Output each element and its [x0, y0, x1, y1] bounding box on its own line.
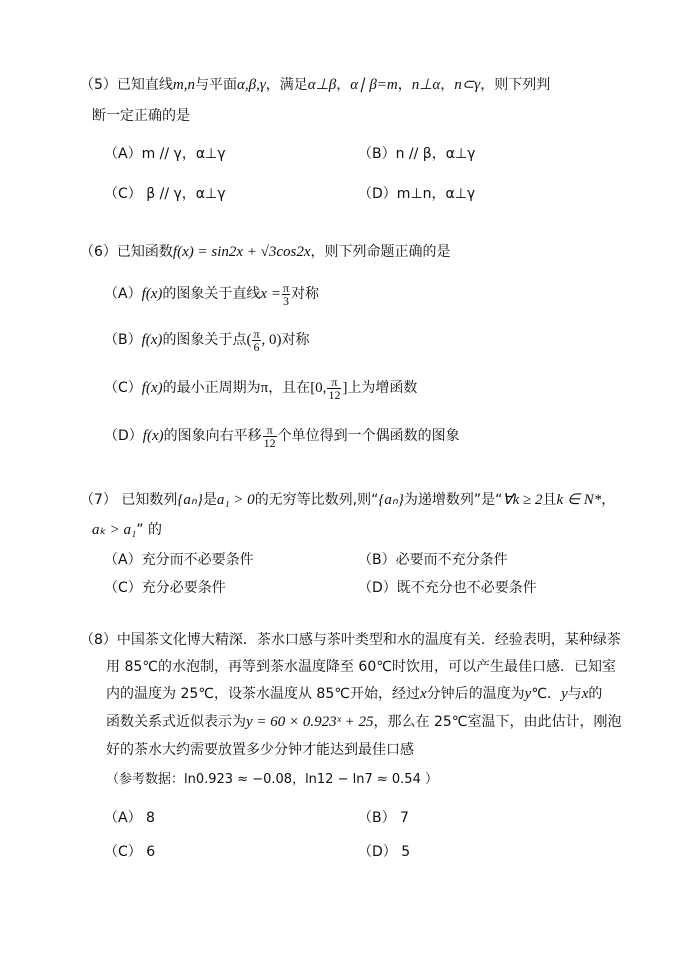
q5-math: α⊥β: [307, 77, 337, 93]
q7-text: 的无穷等比数列,则“: [254, 492, 379, 508]
q6-text: （6）已知函数: [80, 244, 173, 260]
option-label: （B）: [104, 332, 142, 348]
q7-text: 且: [542, 492, 557, 508]
denominator: 12: [328, 387, 341, 402]
q5-option-a[interactable]: （A）m // γ，α⊥γ: [104, 146, 226, 162]
q8-math: y: [561, 686, 568, 702]
q7-math: {aₙ}: [378, 492, 404, 508]
q6-function: f(x) = sin2x + √3cos2x: [172, 244, 311, 260]
numerator: π: [327, 376, 341, 389]
q7-option-a[interactable]: （A）充分而不必要条件: [104, 552, 254, 568]
option-label: （C）: [104, 380, 142, 396]
denominator: 3: [282, 293, 289, 308]
math: , 0): [261, 332, 282, 348]
q8-text: 与: [567, 686, 582, 702]
text: 的图象关于点: [162, 332, 247, 348]
math: f(x): [142, 428, 164, 444]
q7-math: aₖ > a₁: [92, 522, 137, 538]
q5-option-d[interactable]: （D）m⊥n，α⊥γ: [358, 186, 476, 202]
q8-stem-line1: （8）中国茶文化博大精深．茶水口感与茶叶类型和水的温度有关．经验表明，某种绿茶: [80, 632, 621, 648]
denominator: 6: [253, 339, 260, 354]
fraction: [282, 282, 290, 307]
q8-text: 的: [588, 686, 603, 702]
q5-math: α∣ β=m: [350, 77, 398, 93]
text: ，且在: [268, 380, 311, 396]
q7-math: k ∈ N*: [556, 492, 602, 508]
text: 个单位得到一个偶函数的图象: [277, 428, 460, 444]
q6-text: ，则下列命题正确的是: [310, 244, 451, 260]
text: 的最小正周期为: [162, 380, 261, 396]
numerator: π: [253, 326, 260, 341]
q6-stem: [80, 242, 451, 262]
math: ]: [342, 380, 348, 396]
q5-text: ，: [397, 77, 412, 93]
q5-text: ，则下列判: [480, 77, 551, 93]
denominator: 12: [263, 435, 276, 450]
q7-text: （7） 已知数列: [80, 492, 178, 508]
fraction: [327, 376, 341, 401]
numerator: π: [282, 280, 289, 295]
q8-math: x: [581, 686, 589, 702]
q7-math: a₁ > 0: [216, 492, 255, 508]
q7-text: ” 的: [136, 522, 162, 538]
fraction: [252, 328, 260, 353]
q6-option-c[interactable]: [104, 374, 417, 402]
q6-option-b[interactable]: [104, 326, 310, 354]
q5-math: n⊂γ: [454, 77, 481, 93]
q5-text: ，: [336, 77, 351, 93]
math: f(x): [141, 380, 163, 396]
text: 对称: [281, 332, 310, 348]
q7-math: ∀k ≥ 2: [502, 492, 543, 508]
q7-math: {aₙ}: [177, 492, 203, 508]
q8-stem-line3: [106, 684, 602, 704]
q8-text: 分钟后的温度为: [426, 686, 525, 702]
q8-math: x: [419, 686, 427, 702]
q7-text: 是: [202, 492, 217, 508]
option-label: （D）: [104, 428, 143, 444]
text: 上为增函数: [347, 380, 418, 396]
math: f(x): [141, 332, 163, 348]
q8-text: 内的温度为 25℃，设茶水温度从 85℃开始，经过: [106, 686, 420, 702]
math: x =: [260, 286, 281, 302]
q8-text: ℃．: [531, 686, 562, 702]
q7-stem-line1: [80, 490, 615, 510]
q5-option-b[interactable]: （B）n // β，α⊥γ: [358, 146, 476, 162]
numerator: π: [263, 424, 277, 437]
q6-option-a[interactable]: [104, 280, 319, 308]
q7-stem-line2: [92, 520, 162, 540]
q8-reference-data: （参考数据：ln0.923 ≈ −0.08，ln12 − ln7 ≈ 0.54 ）: [106, 772, 438, 787]
q8-option-a[interactable]: （A） 8: [104, 810, 155, 826]
text: 的图象向右平移: [163, 428, 262, 444]
q5-math: n⊥α: [411, 77, 441, 93]
text: 的图象关于直线: [162, 286, 261, 302]
math: f(x): [141, 286, 163, 302]
q5-text: ，满足: [265, 77, 308, 93]
q8-text: 函数关系式近似表示为: [106, 714, 246, 730]
q7-option-d[interactable]: （D）既不充分也不必要条件: [358, 580, 537, 596]
q5-stem-line2: 断一定正确的是: [92, 108, 190, 124]
q8-text: ，那么在 25℃室温下，由此估计，刚泡: [373, 714, 622, 730]
q8-stem-line2: 用 85℃的水泡制，再等到茶水温度降至 60℃时饮用，可以产生最佳口感．已知室: [106, 659, 616, 675]
q8-stem-line5: 好的茶水大约需要放置多少分钟才能达到最佳口感: [106, 742, 414, 758]
q5-text: （5）已知直线: [80, 77, 173, 93]
q5-math: m,n: [172, 77, 196, 93]
q8-stem-line4: [106, 712, 622, 732]
q8-math: y: [524, 686, 532, 702]
q5-math: α,β,γ: [237, 77, 266, 93]
q5-text: ，: [440, 77, 455, 93]
q8-option-b[interactable]: （B） 7: [358, 810, 409, 826]
q5-text: 与平面: [195, 77, 238, 93]
fraction: [263, 424, 277, 449]
q5-stem-line1: [80, 75, 550, 95]
q5-option-c[interactable]: （C） β // γ，α⊥γ: [104, 186, 226, 202]
math: π: [260, 380, 269, 396]
text: 对称: [291, 286, 319, 302]
q7-text: ，: [601, 492, 616, 508]
math: [0,: [310, 380, 327, 396]
math: (: [246, 332, 252, 348]
q7-option-c[interactable]: （C）充分必要条件: [104, 580, 226, 596]
q8-option-c[interactable]: （C） 6: [104, 844, 156, 860]
q8-option-d[interactable]: （D） 5: [358, 844, 411, 860]
q8-formula: y = 60 × 0.923ˣ + 25: [246, 714, 374, 730]
option-label: （A）: [104, 286, 142, 302]
q7-text: 为递增数列”是“: [403, 492, 503, 508]
q6-option-d[interactable]: [104, 422, 460, 450]
q7-option-b[interactable]: （B）必要而不充分条件: [358, 552, 508, 568]
